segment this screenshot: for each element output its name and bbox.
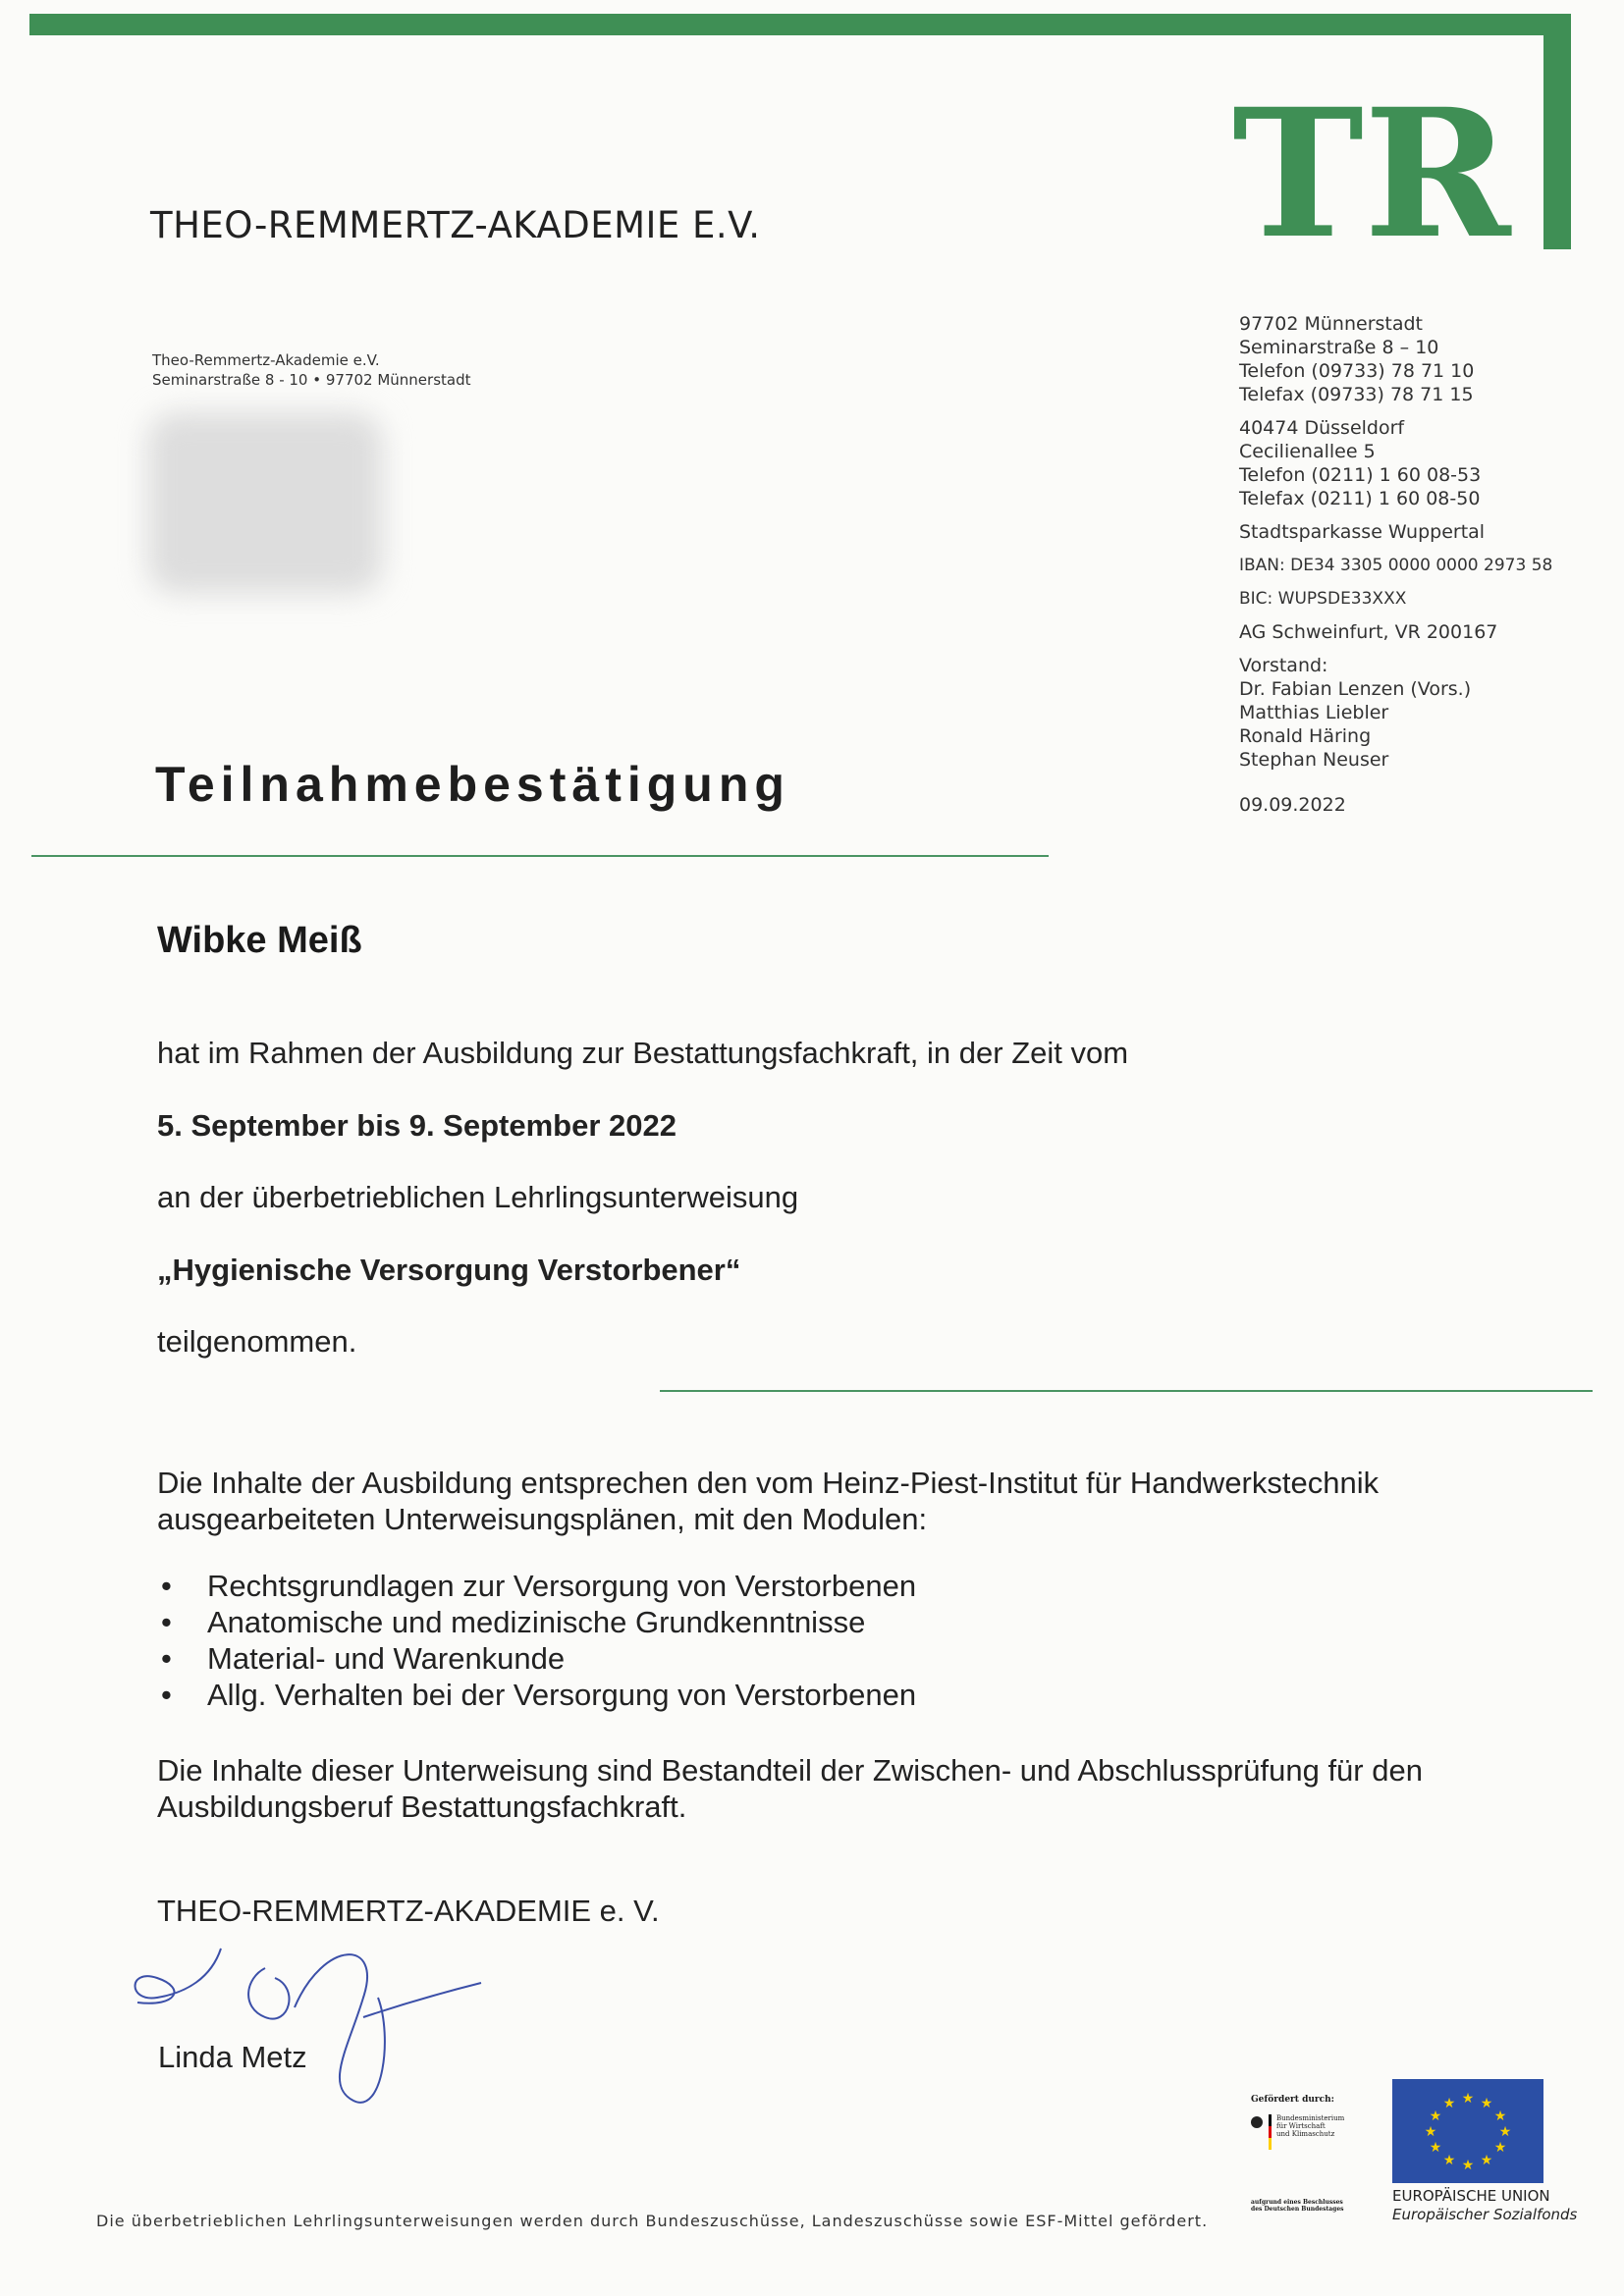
module-item: • Rechtsgrundlagen zur Versorgung von Verstorbenen <box>157 1568 916 1604</box>
body-line: teilgenommen. <box>157 1324 357 1359</box>
module-item: • Allg. Verhalten bei der Versorgung von Verstorbenen <box>157 1677 916 1713</box>
bic: BIC: WUPSDE33XXX <box>1239 589 1407 609</box>
signature-org: THEO-REMMERTZ-AKADEMIE e. V. <box>157 1894 660 1928</box>
office-duesseldorf <box>1239 416 1552 510</box>
paragraph-line: Die Inhalte dieser Unterweisung sind Bestandteil der Zwischen- und Abschlussprüfung für den <box>157 1753 1423 1788</box>
svg-text:★: ★ <box>1429 2109 1442 2124</box>
board-member: Dr. Fabian Lenzen (Vors.) <box>1239 678 1472 700</box>
address-line: 40474 Düsseldorf <box>1239 417 1405 439</box>
org-title: THEO-REMMERTZ-AKADEMIE E.V. <box>150 204 761 246</box>
divider-line <box>660 1390 1593 1392</box>
course-period: 5. September bis 9. September 2022 <box>157 1108 677 1143</box>
header-right-bar <box>1543 14 1571 249</box>
fax-line: Telefax (0211) 1 60 08-50 <box>1239 488 1481 509</box>
board-heading: Vorstand: <box>1239 655 1328 676</box>
body-line: hat im Rahmen der Ausbildung zur Bestattungsfachkraft, in der Zeit vom <box>157 1036 1129 1070</box>
intro-paragraph <box>157 1465 1379 1537</box>
signer-name: Linda Metz <box>158 2040 307 2074</box>
svg-text:★: ★ <box>1480 2153 1493 2168</box>
svg-text:★: ★ <box>1498 2124 1512 2140</box>
svg-text:★: ★ <box>1493 2140 1507 2156</box>
module-item: • Anatomische und medizinische Grundkenntnisse <box>157 1604 916 1640</box>
address-line: 97702 Münnerstadt <box>1239 313 1424 335</box>
document-title: Teilnahmebestätigung <box>155 757 790 812</box>
return-address-line: Seminarstraße 8 - 10 • 97702 Münnerstadt <box>152 371 471 389</box>
svg-text:★: ★ <box>1424 2124 1437 2140</box>
svg-text:★: ★ <box>1442 2153 1456 2168</box>
recipient-name: Wibke Meiß <box>157 920 362 961</box>
bank-name: Stadtsparkasse Wuppertal <box>1239 521 1486 543</box>
svg-text:★: ★ <box>1442 2096 1456 2111</box>
eu-flag-icon <box>1392 2079 1543 2183</box>
fax-line: Telefax (09733) 78 71 15 <box>1239 384 1474 405</box>
paragraph-line: Ausbildungsberuf Bestattungsfachkraft. <box>157 1789 687 1824</box>
svg-text:★: ★ <box>1461 2158 1475 2173</box>
phone-line: Telefon (09733) 78 71 10 <box>1239 360 1475 382</box>
flag-stripe-icon <box>1269 2114 1272 2150</box>
course-title: „Hygienische Versorgung Verstorbener“ <box>157 1253 741 1287</box>
funding-label: Gefördert durch: <box>1251 2095 1335 2105</box>
address-line: Cecilienallee 5 <box>1239 441 1376 462</box>
ministry-logo <box>1235 2081 1373 2228</box>
module-list <box>157 1568 916 1713</box>
svg-text:★: ★ <box>1461 2091 1475 2107</box>
board-member: Matthias Liebler <box>1239 702 1389 723</box>
divider-line <box>31 855 1049 857</box>
office-muennerstadt <box>1239 312 1552 406</box>
register-court: AG Schweinfurt, VR 200167 <box>1239 621 1498 643</box>
footer-note: Die überbetrieblichen Lehrlingsunterweisungen werden durch Bundeszuschüsse, Landeszuschüsse sowie ESF-Mittel gefördert. <box>96 2212 1209 2230</box>
eu-name: EUROPÄISCHE UNION <box>1392 2187 1550 2205</box>
eu-label <box>1392 2187 1577 2224</box>
document-date: 09.09.2022 <box>1239 794 1346 816</box>
iban: IBAN: DE34 3305 0000 0000 2973 58 <box>1239 556 1553 575</box>
redacted-recipient-address <box>147 412 383 594</box>
module-item: • Material- und Warenkunde <box>157 1640 916 1677</box>
board-member: Ronald Häring <box>1239 725 1372 747</box>
phone-line: Telefon (0211) 1 60 08-53 <box>1239 464 1482 486</box>
header-top-bar <box>29 14 1571 35</box>
contact-block <box>1239 312 1552 817</box>
board-member: Stephan Neuser <box>1239 749 1389 771</box>
return-address <box>152 350 471 390</box>
address-line: Seminarstraße 8 – 10 <box>1239 337 1439 358</box>
handwritten-signature <box>128 1939 491 2115</box>
svg-text:TR: TR <box>1232 71 1511 278</box>
closing-paragraph <box>157 1752 1423 1825</box>
paragraph-line: ausgearbeiteten Unterweisungsplänen, mit den Modulen: <box>157 1502 928 1536</box>
svg-text:★: ★ <box>1429 2140 1442 2156</box>
body-line: an der überbetrieblichen Lehrlingsunterweisung <box>157 1180 799 1214</box>
tr-logo <box>1232 71 1511 278</box>
eagle-icon <box>1251 2116 1263 2128</box>
svg-text:★: ★ <box>1480 2096 1493 2111</box>
ministry-basis: aufgrund eines Beschlusses des Deutschen Bundestages <box>1251 2199 1344 2213</box>
paragraph-line: Die Inhalte der Ausbildung entsprechen den vom Heinz-Piest-Institut für Handwerkstechnik <box>157 1466 1380 1500</box>
return-address-line: Theo-Remmertz-Akademie e.V. <box>152 351 380 369</box>
ministry-name: Bundesministerium für Wirtschaft und Klimaschutz <box>1276 2114 1345 2138</box>
svg-text:★: ★ <box>1493 2109 1507 2124</box>
board <box>1239 654 1552 772</box>
eu-fund: Europäischer Sozialfonds <box>1392 2206 1578 2223</box>
